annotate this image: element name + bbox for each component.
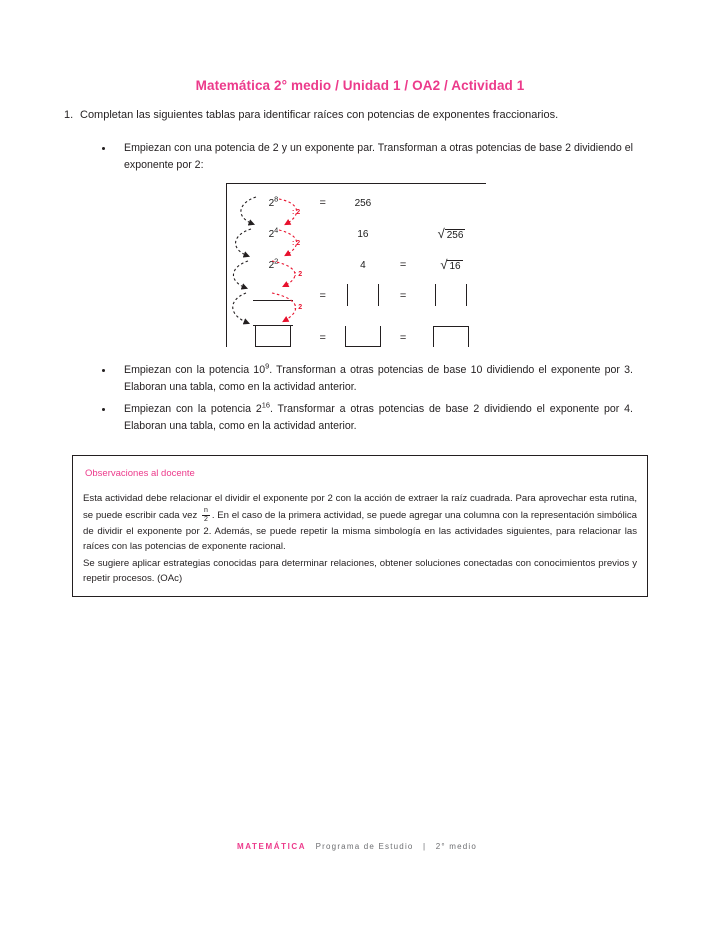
arrow-label: : 2 bbox=[292, 209, 301, 216]
observation-paragraph-1 bbox=[83, 491, 637, 555]
instruction-line bbox=[64, 108, 664, 123]
footer-program: Programa de Estudio bbox=[315, 842, 414, 851]
observation-paragraph-2: Se sugiere aplicar estrategias conocidas para determinar relaciones, obtener soluciones conectadas con conocimientos previos y repetir procesos. (OAc) bbox=[83, 557, 637, 584]
table-grid bbox=[236, 187, 488, 345]
answer-blank-pair[interactable] bbox=[347, 284, 379, 306]
cell-radical bbox=[415, 257, 488, 273]
footer-separator: | bbox=[423, 842, 427, 851]
answer-blank-line[interactable] bbox=[253, 289, 293, 301]
bullet-list-top bbox=[88, 140, 633, 179]
cell-power bbox=[236, 194, 311, 209]
page-title: Matemática 2° medio / Unidad 1 / OA2 / Actividad 1 bbox=[195, 78, 525, 93]
teacher-observation-box bbox=[72, 455, 648, 597]
observation-title: Observaciones al docente bbox=[85, 468, 195, 479]
cell-equals: = bbox=[319, 197, 326, 209]
cell-radical bbox=[415, 226, 488, 242]
page-footer bbox=[0, 842, 720, 851]
cell-power bbox=[236, 225, 311, 240]
power-base: 2 bbox=[268, 197, 275, 209]
power-exponent: 4 bbox=[274, 225, 279, 235]
table-row bbox=[236, 218, 488, 250]
radical-sign: √ bbox=[440, 257, 448, 272]
bullet-text-part2: . Transformar a otras potencias de base 2 dividiendo el exponente por 4. Elaboran una tabla, como en la actividad anterior. bbox=[124, 403, 634, 432]
instruction-text: Completan las siguientes tablas para identificar raíces con potencias de exponentes fraccionarios. bbox=[80, 109, 559, 121]
instruction-number: 1. bbox=[64, 109, 74, 121]
radical-expression bbox=[440, 257, 462, 273]
bullet-base2-16 bbox=[88, 401, 633, 434]
arrow-label: : 2 bbox=[294, 271, 303, 278]
bullet-base2: Empiezan con una potencia de 2 y un exponente par. Transforman a otras potencias de base 2 dividiendo el exponente por 2: bbox=[88, 140, 633, 173]
cell-value: 16 bbox=[357, 228, 369, 240]
bullet-exponent: 16 bbox=[261, 400, 270, 410]
radical-radicand: 256 bbox=[446, 230, 464, 241]
bullet-text-part2: . Transforman a otras potencias de base 10 dividiendo el exponente por 3. Elaboran una tabla, como en la actividad anterior. bbox=[124, 364, 633, 393]
cell-equals: = bbox=[399, 332, 407, 344]
power-exponent: 2 bbox=[274, 256, 279, 266]
cell-equals: = bbox=[319, 290, 326, 302]
bullet-exponent: 9 bbox=[265, 361, 270, 371]
bullet-text-part1: Empiezan con la potencia 10 bbox=[124, 364, 266, 376]
fraction-denominator: 2 bbox=[204, 515, 208, 523]
cell-power-blank[interactable] bbox=[236, 326, 311, 350]
power-exponent: 8 bbox=[274, 194, 279, 204]
answer-blank-box[interactable] bbox=[345, 326, 381, 347]
table-row bbox=[236, 187, 488, 219]
cell-equals: = bbox=[399, 259, 407, 271]
bullet-text-part1: Empiezan con la potencia 2 bbox=[124, 403, 262, 415]
footer-brand: MATEMÁTICA bbox=[237, 842, 307, 851]
answer-blank-box[interactable] bbox=[433, 326, 469, 347]
power-base: 2 bbox=[268, 228, 275, 240]
arrow-label: : 2 bbox=[292, 240, 301, 247]
arrow-label: : 2 bbox=[294, 304, 303, 311]
cell-radical-blank[interactable] bbox=[415, 326, 488, 350]
fraction-numerator: n bbox=[204, 506, 208, 514]
cell-power-blank[interactable] bbox=[236, 289, 311, 304]
cell-equals: = bbox=[399, 290, 407, 302]
answer-blank-box[interactable] bbox=[255, 326, 291, 347]
bullet-list-bottom bbox=[88, 362, 633, 440]
observation-text-b: . En el caso de la primera actividad, se puede agregar una columna con la representación simbólica de dividir el exponente por 2. Además, se puede repetir la misma simbología en las actividades siguientes, para relacionar las raíces con las potencias de exponente racional. bbox=[83, 509, 638, 552]
fraction-n-over-2 bbox=[202, 507, 210, 524]
table-left-border bbox=[226, 183, 227, 347]
cell-equals: = bbox=[319, 332, 326, 344]
cell-value: 4 bbox=[360, 259, 366, 271]
footer-level: 2° medio bbox=[435, 842, 477, 851]
power-base: 2 bbox=[268, 259, 275, 271]
bullet-base10 bbox=[88, 362, 633, 395]
cell-power bbox=[236, 256, 311, 271]
table-row bbox=[236, 249, 488, 281]
cell-value: 256 bbox=[354, 197, 372, 209]
radical-expression bbox=[438, 226, 466, 242]
radical-radicand: 16 bbox=[449, 261, 461, 272]
answer-blank-pair[interactable] bbox=[435, 284, 467, 306]
table-top-border bbox=[226, 183, 486, 184]
radical-sign: √ bbox=[437, 226, 445, 241]
cell-value-blank[interactable] bbox=[335, 326, 392, 350]
table-row bbox=[236, 322, 488, 354]
powers-table-diagram bbox=[222, 183, 490, 349]
observation-text-a: Esta actividad debe relacionar el dividir el exponente por 2 con la acción de extraer la raíz cuadrada. Para aprovechar esta rutina, se puede escribir cada vez bbox=[83, 493, 637, 521]
